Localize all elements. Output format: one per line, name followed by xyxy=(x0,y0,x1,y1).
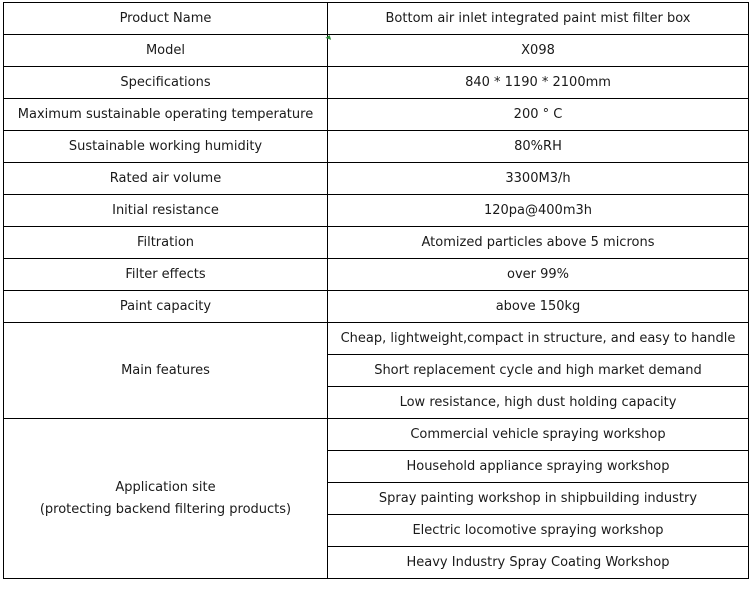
table-row xyxy=(4,3,749,35)
row-value: 120pa@400m3h xyxy=(328,195,749,227)
table-row xyxy=(4,131,749,163)
table-row xyxy=(4,323,749,355)
row-value: 80%RH xyxy=(328,131,749,163)
row-value: 840 * 1190 * 2100mm xyxy=(328,67,749,99)
row-value: over 99% xyxy=(328,259,749,291)
row-value: 200 ° C xyxy=(328,99,749,131)
table-row xyxy=(4,291,749,323)
application-site-label xyxy=(4,419,328,579)
row-value: above 150kg xyxy=(328,291,749,323)
main-features-value: Short replacement cycle and high market demand xyxy=(328,355,749,387)
row-label: Maximum sustainable operating temperature xyxy=(4,99,328,131)
application-site-value: Commercial vehicle spraying workshop xyxy=(328,419,749,451)
table-row xyxy=(4,163,749,195)
row-label: Product Name xyxy=(4,3,328,35)
application-site-title: Application site xyxy=(115,479,216,495)
row-label: Filtration xyxy=(4,227,328,259)
table-row xyxy=(4,195,749,227)
application-site-value: Spray painting workshop in shipbuilding industry xyxy=(328,483,749,515)
table-row xyxy=(4,67,749,99)
table-row xyxy=(4,259,749,291)
row-label: Model xyxy=(4,35,328,67)
main-features-value: Low resistance, high dust holding capacity xyxy=(328,387,749,419)
table-row xyxy=(4,99,749,131)
table-row xyxy=(4,35,749,67)
row-label: Rated air volume xyxy=(4,163,328,195)
row-value: Bottom air inlet integrated paint mist filter box xyxy=(328,3,749,35)
row-label: Paint capacity xyxy=(4,291,328,323)
application-site-subtitle: (protecting backend filtering products) xyxy=(39,501,292,517)
main-features-value: Cheap, lightweight,compact in structure, and easy to handle xyxy=(328,323,749,355)
row-value: 3300M3/h xyxy=(328,163,749,195)
application-site-value: Electric locomotive spraying workshop xyxy=(328,515,749,547)
application-site-value: Heavy Industry Spray Coating Workshop xyxy=(328,547,749,579)
row-value: X098 xyxy=(328,35,749,67)
row-label: Sustainable working humidity xyxy=(4,131,328,163)
table-row xyxy=(4,227,749,259)
table-row xyxy=(4,419,749,451)
product-spec-table xyxy=(3,2,749,579)
row-value: Atomized particles above 5 microns xyxy=(328,227,749,259)
row-label: Specifications xyxy=(4,67,328,99)
application-site-value: Household appliance spraying workshop xyxy=(328,451,749,483)
row-label: Initial resistance xyxy=(4,195,328,227)
main-features-label: Main features xyxy=(4,323,328,419)
row-label: Filter effects xyxy=(4,259,328,291)
